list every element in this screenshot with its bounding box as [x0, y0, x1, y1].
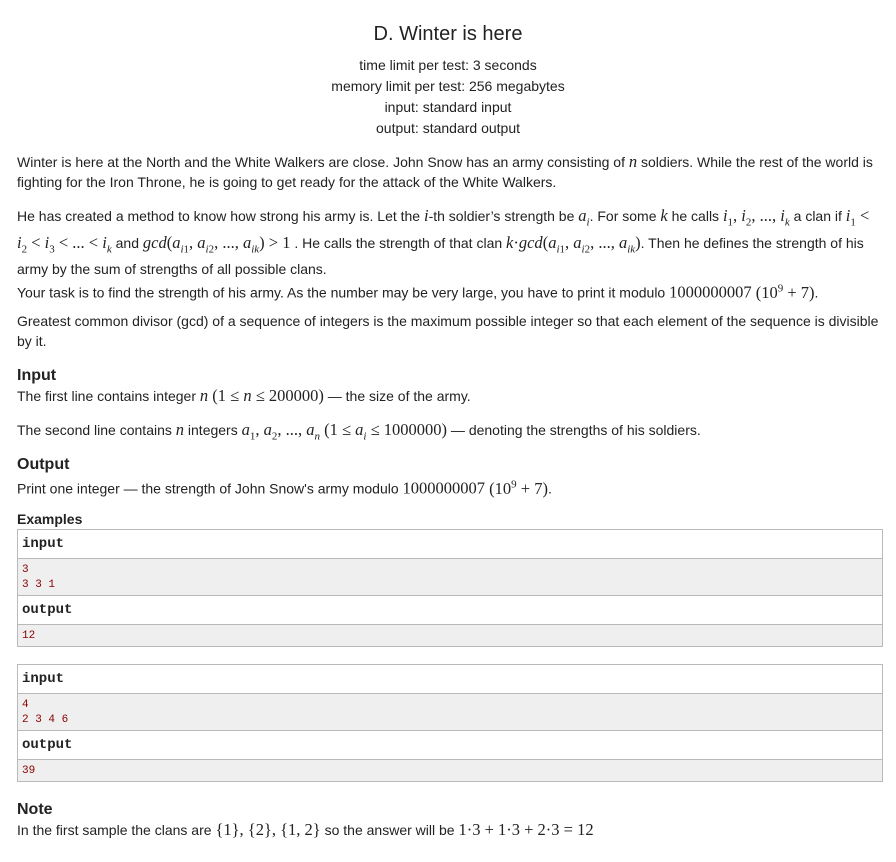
sample-test-1	[17, 529, 883, 647]
statement-paragraph-1: Winter is here at the North and the White Walkers are close. John Snow has an army consisting of n soldiers. While the rest of the world is fighting for the Iron Throne, he is going to get ready for the attack of the White Walkers.	[17, 152, 873, 190]
statement-paragraph-2: He has created a method to know how strong his army is. Let the i-th soldier’s strength be $a_i$. For some k he calls $i_1$, $i_2$, ..., $i_k$ a clan if $i_1 < i_2 < i_3$ < ... < $i_k$ and $\gcd(a_{i1}$, $a_{i2}$, ..., $a_{ik}) > 1$ . He calls the strength of that clan $k\cdot\gcd(a_{i1}$, $a_{i2}$, ..., $a_{ik}$). Then he defines the strength of his army by the sum of strengths of all possible clans.	[17, 206, 870, 277]
sample-input-line: 3	[22, 564, 29, 576]
problem-header	[0, 0, 896, 139]
sample-output-line: 39	[22, 765, 36, 777]
statement-paragraph-3: Your task is to find the strength of his army. As the number may be very large, you have to print it modulo 1000000007 $(10^9 + 7)$.	[17, 282, 819, 302]
sample-output-line: 12	[22, 630, 36, 642]
sample-input-label: input	[18, 665, 882, 694]
examples-heading: Examples	[17, 511, 83, 527]
input-line-2: The second line contains n integers $a_1$, $a_2$, ..., $a_n$ $(1 \le a_i \le 1000000)$ — denoting the strengths of his soldiers.	[17, 420, 701, 443]
output-source: output: standard output	[376, 120, 520, 136]
sample-input-line: 3 3 1	[22, 579, 56, 591]
sample-test-2	[17, 664, 883, 782]
sample-output[interactable]	[18, 625, 882, 646]
note-text: In the first sample the clans are {1}, {2}, {1, 2} so the answer will be 1·3 + 1·3 + 2·3 = 12	[17, 820, 594, 839]
sample-output-label: output	[18, 731, 882, 760]
time-limit: time limit per test: 3 seconds	[359, 57, 537, 73]
note-heading: Note	[17, 801, 53, 818]
memory-limit: memory limit per test: 256 megabytes	[331, 78, 565, 94]
problem-title: D. Winter is here	[373, 23, 523, 45]
sample-input[interactable]	[18, 559, 882, 596]
sample-input[interactable]	[18, 694, 882, 731]
output-line-1: Print one integer — the strength of John Snow's army modulo 1000000007 $(10^9 + 7)$.	[17, 478, 552, 498]
statement-paragraph-4: Greatest common divisor (gcd) of a sequence of integers is the maximum possible integer so that each element of the sequence is divisible by it.	[17, 313, 879, 349]
input-heading: Input	[17, 367, 57, 384]
sample-input-line: 4	[22, 699, 29, 711]
sample-input-line: 2 3 4 6	[22, 714, 69, 726]
sample-output-label: output	[18, 596, 882, 625]
sample-output[interactable]	[18, 760, 882, 781]
sample-input-label: input	[18, 530, 882, 559]
output-heading: Output	[17, 456, 70, 473]
input-source: input: standard input	[384, 99, 512, 115]
input-line-1: The first line contains integer n (1 ≤ n ≤ 200000) — the size of the army.	[17, 386, 471, 405]
